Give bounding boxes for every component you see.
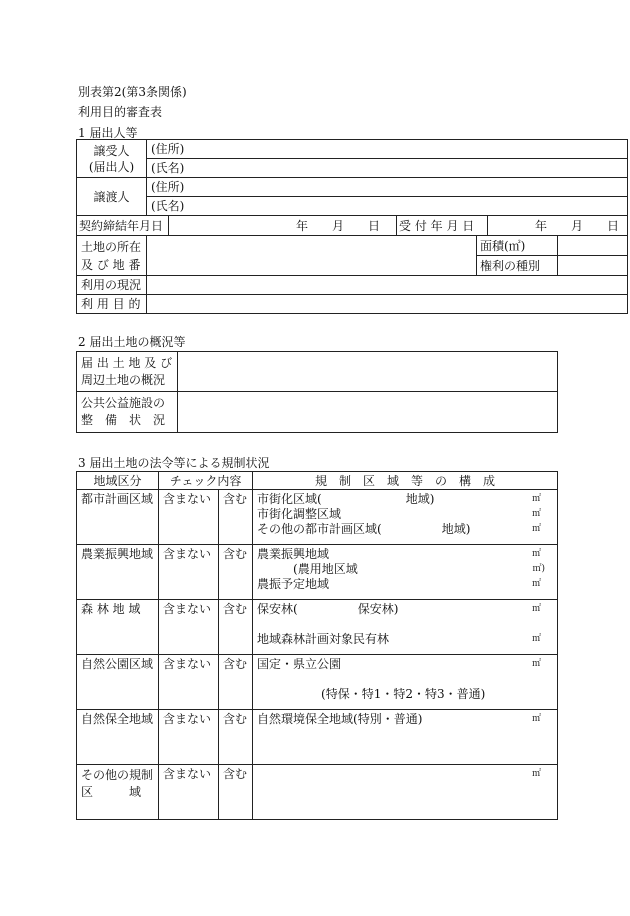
appendix-title: 別表第2(第3条関係) <box>78 85 187 99</box>
conservation-item <box>257 712 553 727</box>
unit-m2: ㎡ <box>532 769 542 779</box>
agri-item-text: 農振予定地域 <box>257 577 330 591</box>
other-item <box>257 767 553 782</box>
grantor-name-field[interactable]: (氏名) <box>147 197 628 216</box>
current-use-label: 利用の現況 <box>77 276 147 295</box>
unit-m2: ㎡ <box>532 714 542 724</box>
section-3-heading: 3 届出土地の法令等による規制状況 <box>78 456 270 470</box>
agri-item-text: (農用地区域 <box>257 562 358 576</box>
urban-item <box>257 522 553 537</box>
zone-urban-planning: 都市計画区域 <box>77 490 159 545</box>
zone-nature-conservation: 自然保全地域 <box>77 710 159 765</box>
purpose-field[interactable] <box>147 295 628 314</box>
unit-m2: ㎡ <box>532 524 542 534</box>
conservation-composition <box>253 710 558 765</box>
unit-m2: ㎡ <box>532 549 542 559</box>
purpose-label: 利 用 目 的 <box>77 295 147 314</box>
contract-date-label: 契約締結年月日 <box>77 216 169 236</box>
land-overview-text1: 届 出 土 地 及 び <box>81 355 173 370</box>
unit-m2: ㎡ <box>532 509 542 519</box>
unit-m2: ㎡ <box>532 494 542 504</box>
other-not-included-option[interactable]: 含まない <box>159 765 219 820</box>
agri-not-included-option[interactable]: 含まない <box>159 545 219 600</box>
section-1-heading: 1 届出人等 <box>78 126 138 140</box>
composition-header: 規 制 区 域 等 の 構 成 <box>253 472 558 490</box>
rights-field[interactable] <box>558 256 628 276</box>
grantee-name-field[interactable]: (氏名) <box>147 159 628 178</box>
unit-m2: ㎡ <box>532 604 542 614</box>
grantee-label <box>77 140 147 178</box>
other-zone-text1: その他の規制 <box>81 768 154 782</box>
rights-label: 権利の種別 <box>477 256 558 276</box>
land-location-field[interactable] <box>147 236 477 276</box>
area-field[interactable] <box>558 236 628 256</box>
facilities-text2: 整 備 状 況 <box>81 413 166 427</box>
park-item <box>257 657 553 672</box>
area-label: 面積(㎡) <box>477 236 558 256</box>
forest-not-included-option[interactable]: 含まない <box>159 600 219 655</box>
form-title: 利用目的審査表 <box>78 105 163 119</box>
zone-forest: 森 林 地 域 <box>77 600 159 655</box>
close-paren: ) <box>541 564 546 574</box>
unit-m2-paren <box>532 562 545 577</box>
check-header: チェック内容 <box>159 472 253 490</box>
agri-item <box>257 562 553 577</box>
regulation-table <box>76 471 558 820</box>
received-date-field[interactable]: 年 月 日 <box>488 216 628 236</box>
zone-header: 地域区分 <box>77 472 159 490</box>
facilities-label <box>77 392 178 433</box>
spacer <box>257 672 553 687</box>
zone-natural-park: 自然公園区域 <box>77 655 159 710</box>
land-location-label <box>77 236 147 276</box>
agri-composition <box>253 545 558 600</box>
land-overview-field[interactable] <box>178 352 558 392</box>
facilities-field[interactable] <box>178 392 558 433</box>
urban-item-text: その他の都市計画区域( 地域) <box>257 522 471 536</box>
received-date-label: 受 付 年 月 日 <box>397 216 488 236</box>
urban-item <box>257 492 553 507</box>
current-use-field[interactable] <box>147 276 628 295</box>
forest-item <box>257 602 553 617</box>
grantee-address-field[interactable]: (住所) <box>147 140 628 159</box>
conservation-not-included-option[interactable]: 含まない <box>159 710 219 765</box>
grantee-sub-text: (届出人) <box>88 159 135 174</box>
park-included-option[interactable]: 含む <box>219 655 253 710</box>
urban-item-text: 市街化区域( 地域) <box>257 492 435 506</box>
park-item-text: 国定・県立公園 <box>257 657 342 671</box>
forest-item-text: 保安林( 保安林) <box>257 602 399 616</box>
forest-composition <box>253 600 558 655</box>
park-item: (特保・特1・特2・特3・普通) <box>321 687 486 701</box>
other-zone-text2: 区 域 <box>81 785 142 799</box>
facilities-text1: 公共公益施設の <box>81 396 166 410</box>
land-overview-table <box>76 351 558 433</box>
section-2-heading: 2 届出土地の概況等 <box>78 335 186 349</box>
contract-date-field[interactable]: 年 月 日 <box>169 216 397 236</box>
urban-composition <box>253 490 558 545</box>
agri-item <box>257 577 553 592</box>
zone-agricultural: 農業振興地域 <box>77 545 159 600</box>
forest-included-option[interactable]: 含む <box>219 600 253 655</box>
conservation-item-text: 自然環境保全地域(特別・普通) <box>257 712 423 726</box>
conservation-included-option[interactable]: 含む <box>219 710 253 765</box>
grantor-address-field[interactable]: (住所) <box>147 178 628 197</box>
other-included-option[interactable]: 含む <box>219 765 253 820</box>
forest-item <box>257 632 553 647</box>
urban-item-text: 市街化調整区域 <box>257 507 342 521</box>
urban-included-option[interactable]: 含む <box>219 490 253 545</box>
park-composition <box>253 655 558 710</box>
spacer <box>257 617 553 632</box>
forest-item-text: 地域森林計画対象民有林 <box>257 632 390 646</box>
land-overview-text2: 周辺土地の概況 <box>81 372 166 387</box>
unit-m2: ㎡ <box>532 564 542 574</box>
agri-item <box>257 547 553 562</box>
land-location-text1: 土地の所在 <box>81 239 142 254</box>
land-location-text2: 及 び 地 番 <box>81 257 141 272</box>
unit-m2: ㎡ <box>532 659 542 669</box>
land-overview-label <box>77 352 178 392</box>
grantor-label: 譲渡人 <box>77 178 147 216</box>
park-not-included-option[interactable]: 含まない <box>159 655 219 710</box>
unit-m2: ㎡ <box>532 634 542 644</box>
grantee-text: 譲受人 <box>93 143 130 158</box>
agri-included-option[interactable]: 含む <box>219 545 253 600</box>
agri-item-text: 農業振興地域 <box>257 547 330 561</box>
other-composition[interactable] <box>253 765 558 820</box>
urban-item <box>257 507 553 522</box>
notifier-table <box>76 139 628 314</box>
urban-not-included-option[interactable]: 含まない <box>159 490 219 545</box>
zone-other-regulation <box>77 765 159 820</box>
unit-m2: ㎡ <box>532 579 542 589</box>
